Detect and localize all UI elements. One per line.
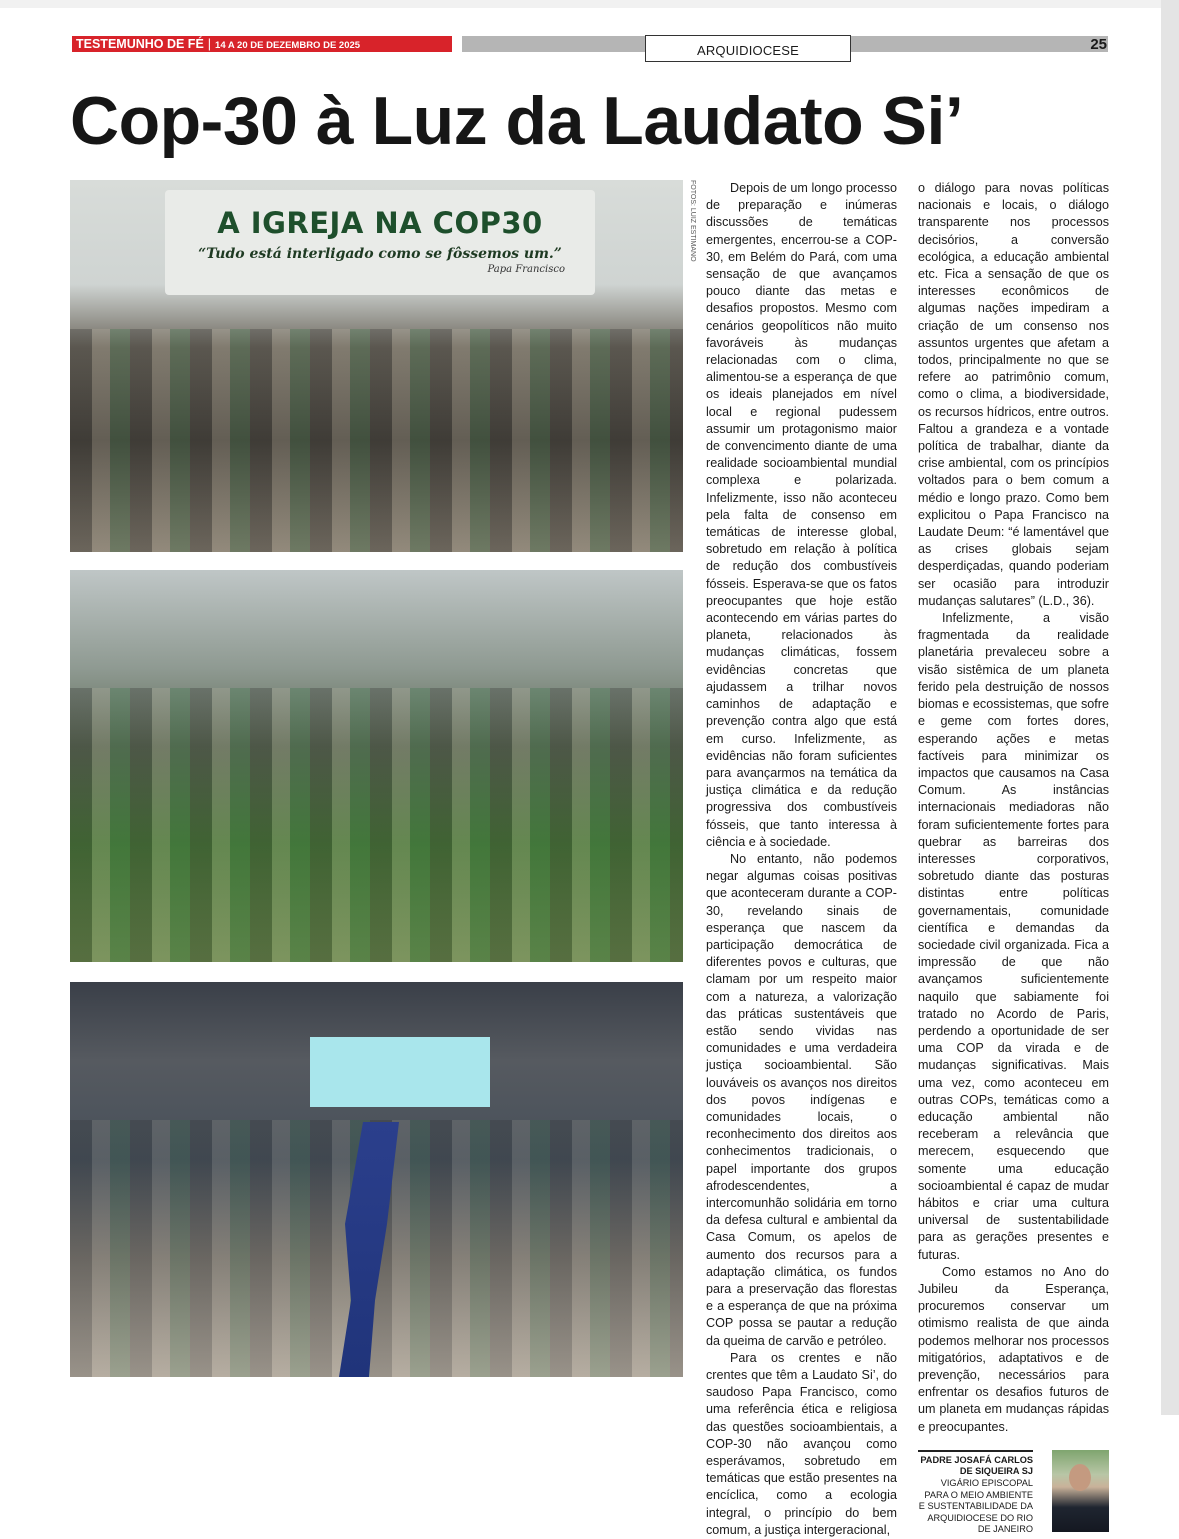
banner-quote: “Tudo está interligado como se fôssemos um.” bbox=[198, 246, 562, 262]
author-face bbox=[1069, 1464, 1091, 1491]
stage-screen bbox=[310, 1037, 490, 1107]
author-byline bbox=[918, 1450, 1033, 1536]
crowd bbox=[70, 688, 683, 962]
author-name: PADRE JOSAFÁ CARLOS DE SIQUEIRA SJ bbox=[920, 1454, 1033, 1477]
crowd bbox=[70, 329, 683, 552]
publication-name: TESTEMUNHO DE FÉ bbox=[76, 37, 204, 51]
paragraph: o diálogo para novas políticas nacionais e locais, o diálogo transparente nos processos decisórios, a conversão ecológica, a educação ambiental etc. Fica a sensação de que os interesses econômicos de algumas nações impediram a criação de um consenso nos assuntos urgentes que afetam a todos, principalmente no que se refere ao patrimônio comum, como o clima, a biodiversidade, os recursos hídricos, entre outros. Faltou a grandeza e a vontade política de trabalhar, diante da crise ambiental, com os princípios voltados para o bem comum a médio e longo prazo. Como bem explicitou o Papa Francisco na Laudate Deum: “é lamentável que as crises globais sejam desperdiçadas, quando poderiam ser ocasião para introduzir mudanças salutares” (L.D., 36). bbox=[918, 181, 1109, 608]
paragraph: Como estamos no Ano do Jubileu da Esperança, procuremos conservar um otimismo realista de que ainda podemos melhorar nos processos mitigatórios, adaptativos e de prevenção, necessários para enfrentar os desafios futuros de um planeta em mudanças rápidas e preocupantes. bbox=[918, 1264, 1109, 1434]
article-column-1 bbox=[706, 180, 897, 1539]
section-label: ARQUIDIOCESE bbox=[645, 35, 851, 62]
banner-attribution: Papa Francisco bbox=[487, 264, 565, 275]
article-title: Cop-30 à Luz da Laudato Si’ bbox=[70, 83, 964, 159]
author-role: VIGÁRIO EPISCOPAL PARA O MEIO AMBIENTE E SUSTENTABILIDADE DA ARQUIDIOCESE DO RIO DE JANEIRO bbox=[918, 1478, 1033, 1535]
banner-title: A IGREJA NA COP30 bbox=[217, 206, 543, 240]
page-edge-top bbox=[0, 0, 1179, 8]
page-edge-right bbox=[1161, 0, 1179, 1415]
photo-igreja-na-cop30-banner bbox=[70, 180, 683, 552]
photo-circle-dance bbox=[70, 570, 683, 962]
photo-banner bbox=[165, 190, 595, 295]
photo-credit: FOTOS: LUIZ ESTIMANO bbox=[689, 180, 696, 262]
publication-bar bbox=[72, 36, 452, 52]
separator: | bbox=[207, 37, 212, 51]
paragraph: No entanto, não podemos negar algumas coisas positivas que aconteceram durante a COP-30, revelando sinais de esperança que nascem da participação democrática de diferentes povos e culturas, que clamam por um respeito maior com a natureza, a valorização das práticas sustentáveis que estão sendo vividas nas comunidades e uma verdadeira justiça socioambiental. São louváveis os avanços nos direitos dos povos indígenas e comunidades locais, o reconhecimento dos direitos aos conhecimentos tradicionais, o papel importante dos grupos afrodescendentes, a intercomunhão solidária em torno da defesa cultural e ambiental da Casa Comum, os apelos de aumento dos recursos para a adaptação climática, os fundos para a preservação das florestas e a esperança de que na próxima COP possa se pautar a redução da queima de carvão e petróleo. bbox=[706, 851, 897, 1348]
article-column-2 bbox=[918, 180, 1109, 1536]
paragraph: Infelizmente, a visão fragmentada da realidade planetária prevaleceu sobre a visão sistêmica de um planeta ferido pela destruição de nossos biomas e ecossistemas, que sofre e geme com fortes dores, esperando ações e metas factíveis para minimizar os impactos que causamos na Casa Comum. As instâncias internacionais mediadoras não foram suficientemente fortes para quebrar as barreiras dos interesses corporativos, sobretudo diante das posturas distintas entre políticas governamentais, comunidade científica e demandas da sociedade civil organizada. Fica a impressão de que não avançamos suficientemente naquilo que sabiamente foi tratado no Acordo de Paris, perdendo a oportunidade de ser uma COP da virada e de mudanças significativas. Mais uma vez, como aconteceu em outras COPs, temáticas como a educação ambiental não receberam a relevância que merecem, esquecendo que somente uma educação socioambiental é capaz de mudar hábitos e criar uma cultura universal de sustentabilidade para as gerações presentes e futuras. bbox=[918, 611, 1109, 1262]
author-photo bbox=[1052, 1450, 1109, 1532]
paragraph: Depois de um longo processo de preparação e inúmeras discussões de temáticas emergentes, encerrou-se a COP-30, em Belém do Pará, com uma sensação de que avançamos pouco diante das metas e desafios propostos. Mesmo com cenários geopolíticos não muito favoráveis às mudanças relacionadas com o clima, alimentou-se a esperança de que os ideais planejados em nível local e regional pudessem assumir um protagonismo maior de convencimento diante de uma realidade socioambiental mundial complexa e polarizada. Infelizmente, isso não aconteceu pela falta de consenso em temáticas de interesse global, sobretudo em relação à política de redução dos combustíveis fósseis. Esperava-se que os fatos preocupantes que hoje estão acontecendo em várias partes do planeta, relacionados às mudanças climáticas, fossem evidências concretas que ajudassem a trilhar novos caminhos de adaptação e prevenção contra algo que está em curso. Infelizmente, as evidências não foram suficientes para avançarmos na temática da justiça climática e da redução progressiva dos combustíveis fósseis, que tanto interessa à ciência e à sociedade. bbox=[706, 181, 897, 849]
page-number: 25 bbox=[1090, 36, 1107, 53]
issue-date: 14 A 20 DE DEZEMBRO DE 2025 bbox=[215, 40, 361, 51]
paragraph: Para os crentes e não crentes que têm a Laudato Si’, do saudoso Papa Francisco, como uma referência ética e religiosa das questões socioambientais, a COP-30 não avançou como esperávamos, sobretudo em temáticas que estão presentes na encíclica, como a ecologia integral, o princípio do bem comum, a justiça intergeracional, bbox=[706, 1350, 897, 1537]
photo-auditorium bbox=[70, 982, 683, 1377]
author-block bbox=[918, 1450, 1109, 1536]
